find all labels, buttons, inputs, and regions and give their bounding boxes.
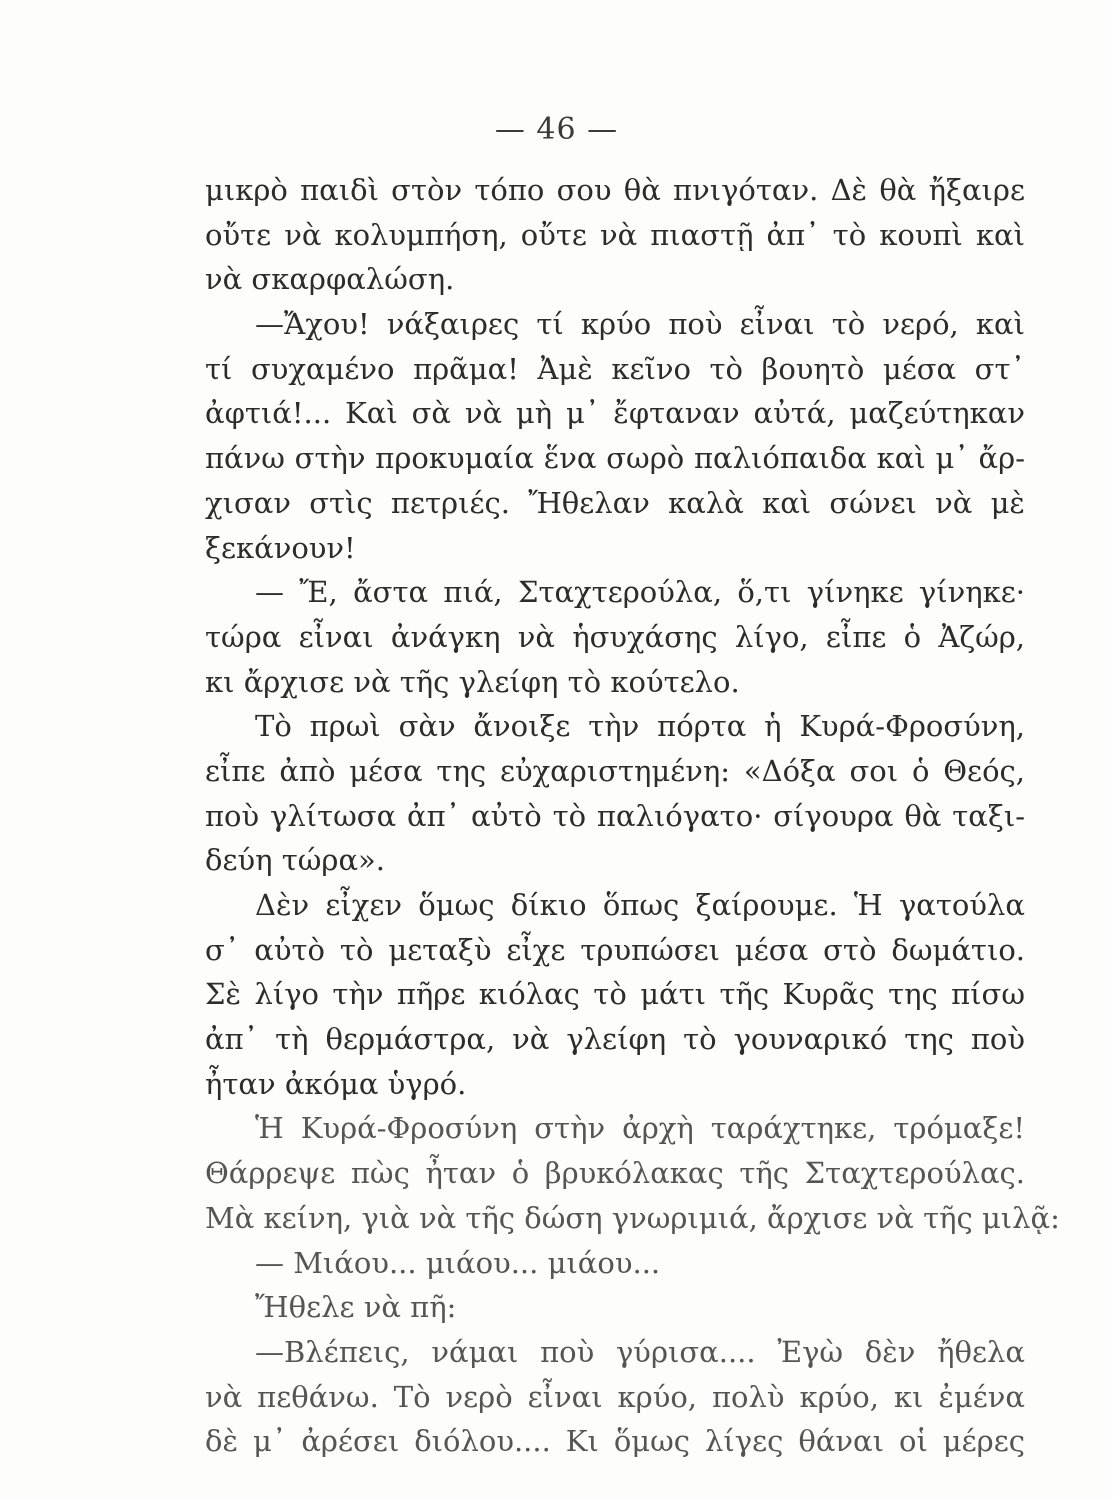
text-line: δεύη τώρα». [205,843,385,878]
text-line: ἀφτιά!... Καὶ σὰ νὰ μὴ μ᾿ ἔφταναν αὐτά, μαζεύτηκαν [205,396,1025,431]
text-line: — Μιάου... μιάου... μιάου... [255,1245,661,1280]
text-line: Μὰ κείνη, γιὰ νὰ τῆς δώση γνωριμιά, ἄρχισε νὰ τῆς μιλᾷ: [205,1200,1060,1235]
text-line: Τὸ πρωὶ σὰν ἄνοιξε τὴν πόρτα ἡ Κυρά-Φροσύνη, [255,709,1025,744]
text-line: τί συχαμένο πρᾶμα! Ἀμὲ κεῖνο τὸ βουητὸ μέσα στ᾿ [205,351,1025,386]
text-line: εἶπε ἀπὸ μέσα της εὐχαριστημένη: «Δόξα σοι ὁ Θεός, [205,753,1025,788]
text-line: κι ἄρχισε νὰ τῆς γλείφη τὸ κούτελο. [205,664,740,699]
text-line: Ἡ Κυρά-Φροσύνη στὴν ἀρχὴ ταράχτηκε, τρόμαξε! [255,1111,1025,1146]
text-line: —Ἄχου! νάξαιρες τί κρύο ποὺ εἶναι τὸ νερό, καὶ [255,307,1025,342]
text-line: δὲ μ᾿ ἀρέσει διόλου.... Κι ὅμως λίγες θάναι οἱ μέρες [205,1424,1025,1459]
text-line: — Ἔ, ἄστα πιά, Σταχτερούλα, ὅ,τι γίνηκε γίνηκε· [255,575,1025,610]
text-line: χισαν στὶς πετριές. Ἤθελαν καλὰ καὶ σώνει νὰ μὲ [205,485,1025,520]
text-line: —Βλέπεις, νάμαι ποὺ γύρισα.... Ἐγὼ δὲν ἤθελα [255,1334,1025,1369]
page-number: — 46 — [494,112,619,147]
text-line: ἀπ᾿ τὴ θερμάστρα, νὰ γλείφη τὸ γουναρικό της ποὺ [205,1022,1025,1057]
text-line: ἦταν ἀκόμα ὑγρό. [205,1066,467,1101]
body-text [205,168,1060,1464]
text-line: Ἤθελε νὰ πῆ: [255,1290,457,1325]
text-line: πάνω στὴν προκυμαία ἕνα σωρὸ παλιόπαιδα καὶ μ᾿ ἄρ- [205,441,1025,476]
text-line: σ᾿ αὐτὸ τὸ μεταξὺ εἶχε τρυπώσει μέσα στὸ δωμάτιο. [205,932,1025,967]
text-line: νὰ σκαρφαλώση. [205,262,455,297]
text-line: Σὲ λίγο τὴν πῆρε κιόλας τὸ μάτι τῆς Κυρᾶς της πίσω [205,977,1025,1012]
text-line: ξεκάνουν! [205,530,356,565]
text-line: ποὺ γλίτωσα ἀπ᾿ αὐτὸ τὸ παλιόγατο· σίγουρα θὰ ταξι- [205,798,1025,833]
text-line: νὰ πεθάνω. Τὸ νερὸ εἶναι κρύο, πολὺ κρύο, κι ἐμένα [205,1379,1025,1414]
text-line: τώρα εἶναι ἀνάγκη νὰ ἡσυχάσης λίγο, εἶπε ὁ Ἀζώρ, [205,619,1025,654]
text-line: Δὲν εἶχεν ὅμως δίκιο ὅπως ξαίρουμε. Ἡ γατούλα [255,888,1025,922]
text-line: οὔτε νὰ κολυμπήση, οὔτε νὰ πιαστῇ ἀπ᾿ τὸ κουπὶ καὶ [205,217,1025,252]
text-line: μικρὸ παιδὶ στὸν τόπο σου θὰ πνιγόταν. Δὲ θὰ ἤξαιρε [205,173,1025,207]
text-line: Θάρρεψε πὼς ἦταν ὁ βρυκόλακας τῆς Σταχτερούλας. [205,1156,1025,1191]
